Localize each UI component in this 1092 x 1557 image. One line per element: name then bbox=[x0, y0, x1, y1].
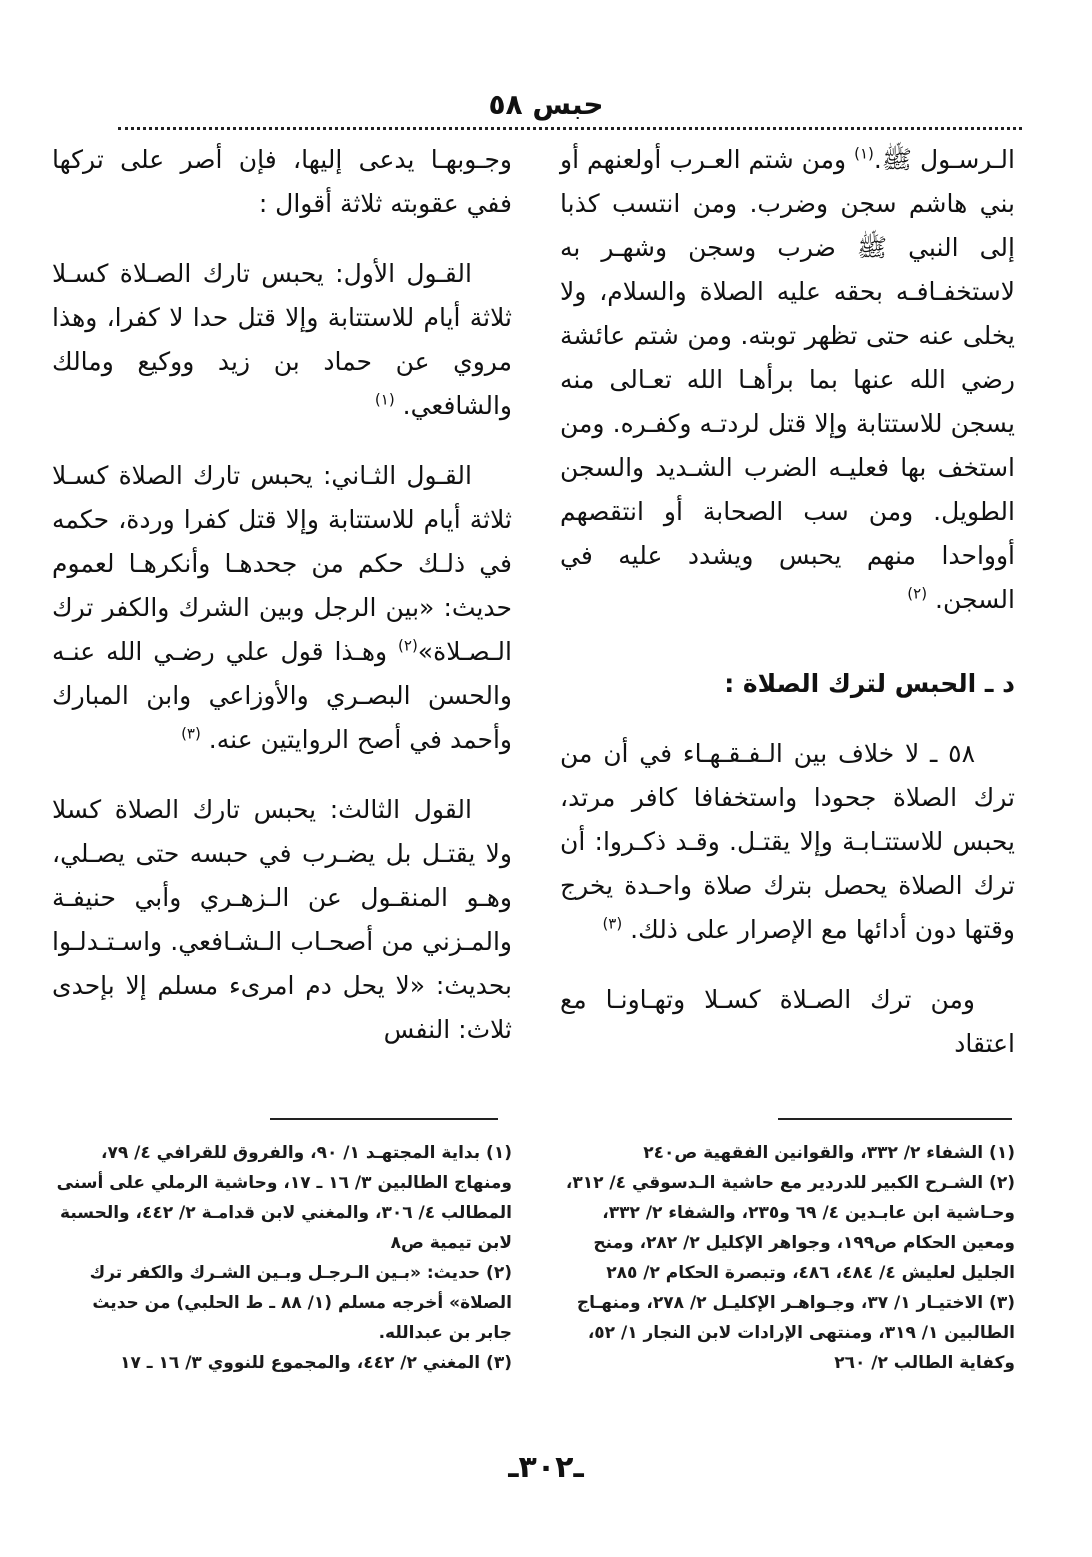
page-number: ـ٣٠٢ـ bbox=[508, 1450, 584, 1485]
footnote-ref: (٢) bbox=[907, 584, 928, 603]
para-text: القـول الثـاني: يحبس تارك الصلاة كسـلا ثلاثة أيام للاستتابة وإلا قتل كفرا وردة، حكمه في ذلـك حكم من جحدهـا وأنكرهـا لعموم حديث: «بين الرجل وبين الشرك والكفر ترك الـصـلاة» bbox=[52, 461, 512, 666]
footnote-separator-right bbox=[778, 1118, 1012, 1120]
footnote-ref: (١) bbox=[374, 390, 395, 409]
right-paragraph-3: ومن ترك الصـلاة كسـلا وتهـاونـا مع اعتقاد bbox=[560, 985, 1015, 1058]
footnote-item: (٢) حديث: «بـين الـرجـل وبـين الشـرك والكفر ترك الصلاة» أخرجه مسلم (١/ ٨٨ ـ ط الحلبي) من حديث جابر بن عبدالله. bbox=[89, 1263, 512, 1343]
para-text: القـول الأول: يحبس تارك الصـلاة كسـلا ثلاثة أيام للاستتابة وإلا قتل حدا لا كفرا، وهذا مروي عن حماد بن زيد ووكيع ومالك والشافعي. bbox=[52, 259, 512, 420]
footnotes-left bbox=[52, 1138, 512, 1378]
running-header: حبس ٥٨ bbox=[488, 88, 604, 121]
left-column bbox=[52, 138, 512, 1078]
footnotes-right bbox=[560, 1138, 1015, 1378]
right-column bbox=[560, 138, 1015, 1092]
left-paragraph-2 bbox=[52, 252, 512, 428]
footnote-item: (٣) المغني ٢/ ٤٤٢، والمجموع للنووي ٣/ ١٦ ـ ١٧ bbox=[120, 1353, 512, 1373]
left-paragraph-4: القول الثالث: يحبس تارك الصلاة كسلا ولا يقتـل بل يضـرب في حبسه حتى يصـلي، وهـو المنقـول عن الـزهـري وأبي حنيفـة والمـزني من أصحـاب الـشـافعي. واسـتـدلـوا بحديث: «لا يحل دم امرىء مسلم إلا بإحدى ثلاث: النفس bbox=[52, 795, 512, 1044]
footnote-item: (١) بداية المجتهـد ١/ ٩٠، والفروق للقرافي ٤/ ٧٩، ومنهاج الطالبين ٣/ ١٦ ـ ١٧، وحاشية الرملي على أسنى المطالب ٤/ ٣٠٦، والمغني لابن قدامـة ٢/ ٤٤٢، والحسبة لابن تيمية ص٨ bbox=[56, 1143, 512, 1253]
right-paragraph-2 bbox=[560, 732, 1015, 952]
section-subheading: د ـ الحبس لترك الصلاة : bbox=[724, 669, 1015, 698]
para-text: ٥٨ ـ لا خلاف بين الـفـقـهـاء في أن من ترك الصلاة جحودا واستخفافا كافر مرتد، يحبس للاستتـابـة وإلا يقتـل. وقـد ذكـروا: أن ترك الصلاة يحصل بترك صلاة واحـدة يخرج وقتها دون أدائها مع الإصرار على ذلك. bbox=[560, 739, 1015, 944]
footnote-ref: (١) bbox=[854, 144, 874, 163]
footnote-ref: (٣) bbox=[602, 914, 623, 933]
para-text: ومن شتم العـرب أولعنهم أو بني هاشم سجن وضرب. ومن انتسب كذبا إلى النبي ﷺ ضرب وسجن وشهـر به لاستخفـافـه بحقه عليه الصلاة والسلام، ولا يخلى عنه حتى تظهر توبته. ومن شتم عائشة رضي الله عنها بما برأهـا الله تعـالى منه يسجن للاستتابة وإلا قتل لردتـه وكفـره. ومن استخف بها فعليـه الضرب الشـديد والسجن الطويل. ومن سب الصحابة أو انتقصهم أوواحدا منهم يحبس ويشدد عليه في السجن. bbox=[560, 145, 1015, 614]
footnote-ref: (٣) bbox=[181, 724, 201, 743]
footnote-item: (٢) الشـرح الكبير للدردير مع حاشية الـدسوقي ٤/ ٣١٢، وحـاشية ابن عابـدين ٤/ ٦٩ و٢٣٥، والشفاء ٢/ ٣٣٢، ومعين الحكام ص١٩٩، وجواهر الإكليل ٢/ ٢٨٢، ومنح الجليل لعليش ٤/ ٤٨٤، ٤٨٦، وتبصرة الحكام ٢/ ٢٨٥ bbox=[565, 1173, 1015, 1283]
left-paragraph-1: وجـوبهـا يدعى إليها، فإن أصر على تركها ففي عقوبته ثلاثة أقوال : bbox=[52, 145, 512, 218]
para-text: الـرسـول ﷺ. bbox=[873, 145, 1015, 174]
footnote-item: (٣) الاختيـار ١/ ٣٧، وجـواهـر الإكليـل ٢/ ٢٧٨، ومنهـاج الطالبين ١/ ٣١٩، ومنتهى الإرادات لابن النجار ١/ ٥٢، وكفاية الطالب ٢/ ٢٦٠ bbox=[576, 1293, 1015, 1373]
right-paragraph-1 bbox=[560, 138, 1015, 622]
para-text: وهـذا قول علي رضـي الله عنـه والحسن البصـري والأوزاعي وابن المبارك وأحمد في أصح الروايتين عنه. bbox=[52, 637, 512, 754]
footnote-ref: (٢) bbox=[398, 636, 418, 655]
left-paragraph-3 bbox=[52, 454, 512, 762]
header-dotted-rule bbox=[118, 127, 1022, 130]
footnote-separator-left bbox=[270, 1118, 498, 1120]
footnote-item: (١) الشفاء ٢/ ٣٣٢، والقوانين الفقهية ص٢٤٠ bbox=[643, 1143, 1015, 1163]
